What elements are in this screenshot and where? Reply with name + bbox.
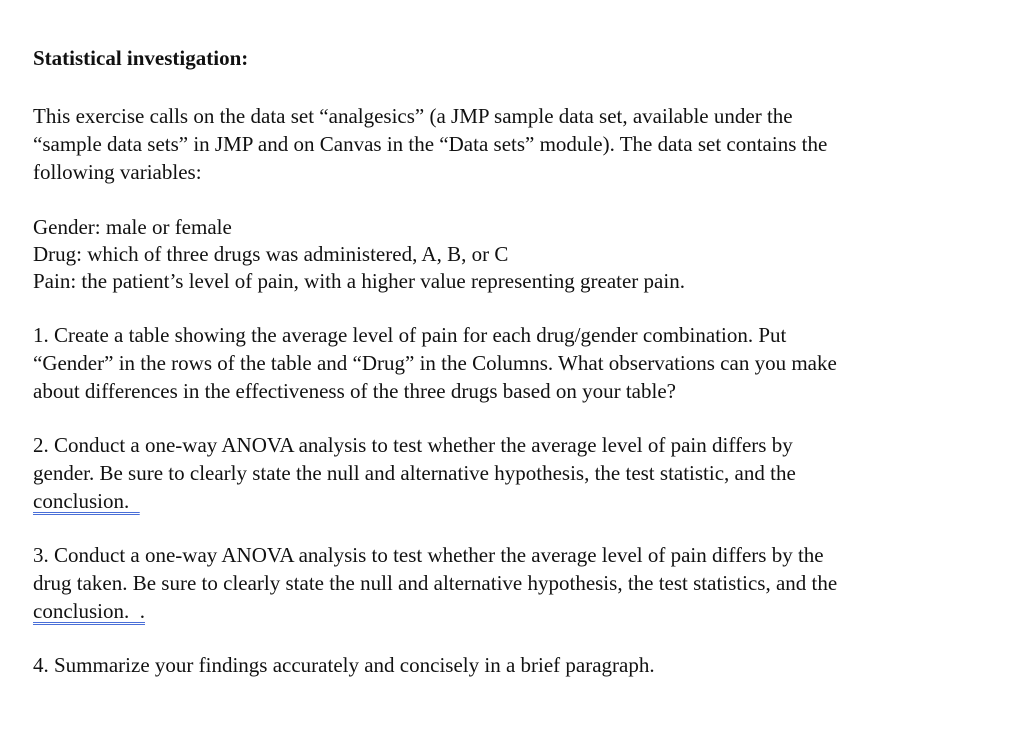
variable-list: [33, 214, 1013, 295]
question-1-line: about differences in the effectiveness of the three drugs based on your table?: [33, 379, 676, 403]
intro-line: following variables:: [33, 160, 202, 184]
spellcheck-underlined-text[interactable]: conclusion. .: [33, 599, 145, 623]
variable-drug: Drug: which of three drugs was administered, A, B, or C: [33, 242, 509, 266]
question-4-line: 4. Summarize your findings accurately and concisely in a brief paragraph.: [33, 653, 655, 677]
question-1-line: “Gender” in the rows of the table and “Drug” in the Columns. What observations can you make: [33, 351, 837, 375]
question-1-line: 1. Create a table showing the average level of pain for each drug/gender combination. Put: [33, 323, 787, 347]
spellcheck-underlined-text[interactable]: conclusion.: [33, 489, 140, 513]
question-2: [33, 431, 1013, 515]
question-2-line: gender. Be sure to clearly state the null and alternative hypothesis, the test statistic, and the: [33, 461, 796, 485]
intro-line: This exercise calls on the data set “analgesics” (a JMP sample data set, available under the: [33, 104, 793, 128]
question-3-last-line: [33, 597, 1013, 625]
question-4: [33, 651, 1013, 679]
question-2-line: 2. Conduct a one-way ANOVA analysis to test whether the average level of pain differs by: [33, 433, 793, 457]
document-page: [33, 44, 1013, 679]
intro-line: “sample data sets” in JMP and on Canvas in the “Data sets” module). The data set contains the: [33, 132, 828, 156]
question-3-line: drug taken. Be sure to clearly state the null and alternative hypothesis, the test statistics, and the: [33, 571, 838, 595]
question-3-line: 3. Conduct a one-way ANOVA analysis to test whether the average level of pain differs by the: [33, 543, 824, 567]
question-3: [33, 541, 1013, 625]
intro-paragraph: [33, 102, 1013, 186]
section-heading: Statistical investigation:: [33, 46, 249, 70]
question-1: [33, 321, 1013, 405]
variable-pain: Pain: the patient’s level of pain, with a higher value representing greater pain.: [33, 269, 685, 293]
question-2-last-line: [33, 487, 1013, 515]
variable-gender: Gender: male or female: [33, 215, 232, 239]
